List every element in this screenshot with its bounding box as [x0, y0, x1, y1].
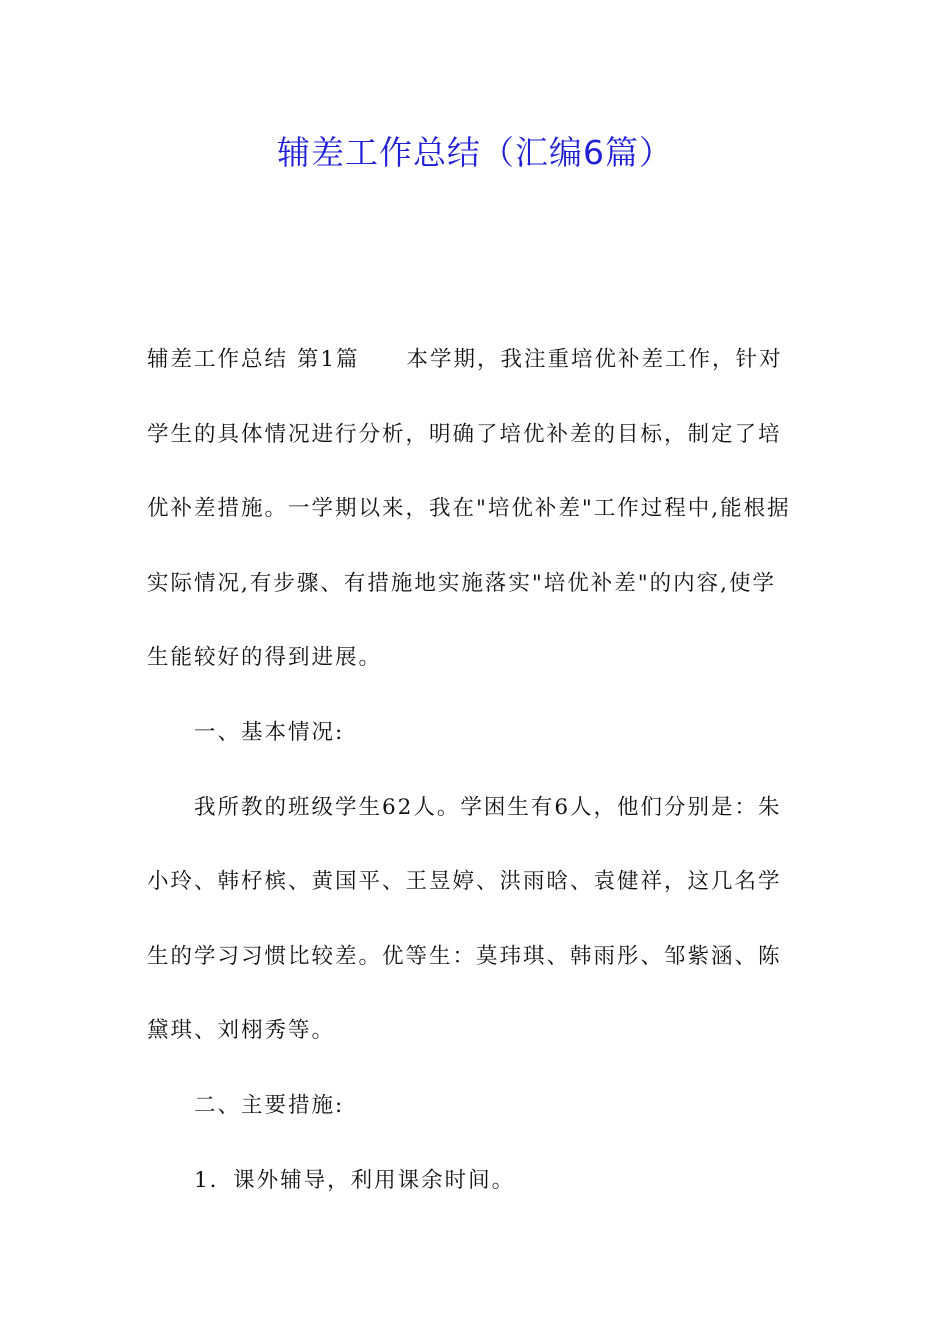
document-body [147, 338, 807, 1233]
paragraph-line: 生的学习习惯比较差。优等生：莫玮琪、韩雨彤、邹紫涵、陈 [147, 943, 782, 969]
section-heading: 二、主要措施: [194, 1092, 345, 1118]
paragraph-line: 小玲、韩杍槟、黄国平、王昱婷、洪雨晗、袁健祥，这几名学 [147, 869, 782, 895]
section-heading: 一、基本情况: [194, 719, 345, 745]
paragraph-line: 我所教的班级学生62人。学困生有6人，他们分别是：朱 [194, 794, 782, 820]
paragraph-line: 黛琪、刘栩秀等。 [147, 1018, 336, 1044]
paragraph-line: 生能较好的得到进展。 [147, 645, 383, 671]
paragraph-line: 辅差工作总结 第1篇 本学期，我注重培优补差工作，针对 [147, 347, 783, 372]
list-item: 1．课外辅导，利用课余时间。 [194, 1167, 516, 1193]
document-title: 辅差工作总结（汇编6篇） [277, 133, 673, 172]
paragraph-line: 优补差措施。一学期以来，我在"培优补差"工作过程中,能根据 [147, 496, 791, 522]
paragraph-line: 实际情况,有步骤、有措施地实施落实"培优补差"的内容,使学 [147, 570, 776, 596]
paragraph-line: 学生的具体情况进行分析，明确了培优补差的目标，制定了培 [147, 421, 782, 447]
